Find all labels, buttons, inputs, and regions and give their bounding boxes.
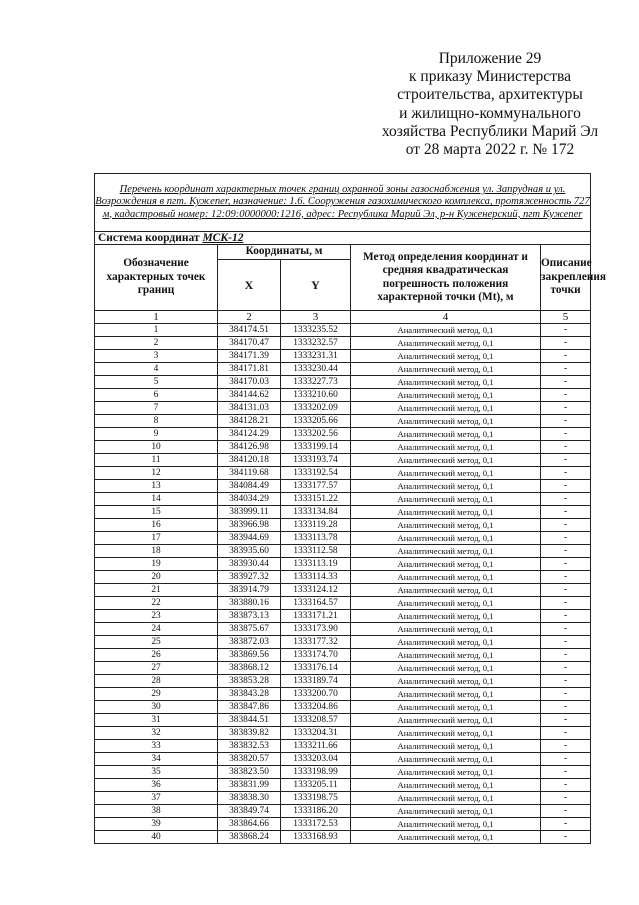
x-coordinate-cell: 384128.21	[218, 415, 281, 428]
x-coordinate-cell: 384170.47	[218, 337, 281, 350]
point-number-cell: 14	[95, 493, 218, 506]
table-row	[95, 662, 591, 675]
point-number-cell: 10	[95, 441, 218, 454]
fixation-cell: -	[541, 675, 591, 688]
y-coordinate-cell: 1333205.66	[281, 415, 351, 428]
col-header-y: Y	[281, 260, 351, 311]
table-row	[95, 415, 591, 428]
x-coordinate-cell: 384131.03	[218, 402, 281, 415]
x-coordinate-cell: 383873.13	[218, 610, 281, 623]
appendix-header	[360, 50, 620, 159]
y-coordinate-cell: 1333113.19	[281, 558, 351, 571]
table-row	[95, 493, 591, 506]
y-coordinate-cell: 1333192.54	[281, 467, 351, 480]
fixation-cell: -	[541, 467, 591, 480]
y-coordinate-cell: 1333164.57	[281, 597, 351, 610]
point-number-cell: 21	[95, 584, 218, 597]
fixation-cell: -	[541, 363, 591, 376]
header-line: строительства, архитектуры	[397, 86, 583, 104]
fixation-cell: -	[541, 571, 591, 584]
table-row	[95, 766, 591, 779]
method-cell: Аналитический метод, 0,1	[351, 792, 541, 805]
method-cell: Аналитический метод, 0,1	[351, 441, 541, 454]
fixation-cell: -	[541, 324, 591, 337]
method-cell: Аналитический метод, 0,1	[351, 350, 541, 363]
method-cell: Аналитический метод, 0,1	[351, 623, 541, 636]
fixation-cell: -	[541, 597, 591, 610]
table-row	[95, 454, 591, 467]
table-row	[95, 480, 591, 493]
table-row	[95, 597, 591, 610]
method-cell: Аналитический метод, 0,1	[351, 675, 541, 688]
y-coordinate-cell: 1333177.57	[281, 480, 351, 493]
fixation-cell: -	[541, 662, 591, 675]
fixation-cell: -	[541, 753, 591, 766]
table-row	[95, 740, 591, 753]
fixation-cell: -	[541, 389, 591, 402]
x-coordinate-cell: 384126.98	[218, 441, 281, 454]
x-coordinate-cell: 383914.79	[218, 584, 281, 597]
y-coordinate-cell: 1333231.31	[281, 350, 351, 363]
table-row	[95, 467, 591, 480]
method-cell: Аналитический метод, 0,1	[351, 584, 541, 597]
method-cell: Аналитический метод, 0,1	[351, 337, 541, 350]
x-coordinate-cell: 384124.29	[218, 428, 281, 441]
x-coordinate-cell: 383853.28	[218, 675, 281, 688]
method-cell: Аналитический метод, 0,1	[351, 688, 541, 701]
table-row	[95, 727, 591, 740]
fixation-cell: -	[541, 805, 591, 818]
y-coordinate-cell: 1333198.99	[281, 766, 351, 779]
method-cell: Аналитический метод, 0,1	[351, 363, 541, 376]
y-coordinate-cell: 1333199.14	[281, 441, 351, 454]
fixation-cell: -	[541, 766, 591, 779]
y-coordinate-cell: 1333230.44	[281, 363, 351, 376]
method-cell: Аналитический метод, 0,1	[351, 597, 541, 610]
x-coordinate-cell: 383820.57	[218, 753, 281, 766]
fixation-cell: -	[541, 714, 591, 727]
method-cell: Аналитический метод, 0,1	[351, 428, 541, 441]
y-coordinate-cell: 1333200.70	[281, 688, 351, 701]
column-number: 3	[281, 311, 351, 324]
column-number: 2	[218, 311, 281, 324]
x-coordinate-cell: 384119.68	[218, 467, 281, 480]
point-number-cell: 7	[95, 402, 218, 415]
fixation-cell: -	[541, 350, 591, 363]
table-row	[95, 831, 591, 844]
fixation-cell: -	[541, 831, 591, 844]
point-number-cell: 36	[95, 779, 218, 792]
x-coordinate-cell: 384170.03	[218, 376, 281, 389]
table-row	[95, 350, 591, 363]
table-row	[95, 779, 591, 792]
table-row	[95, 402, 591, 415]
y-coordinate-cell: 1333204.31	[281, 727, 351, 740]
point-number-cell: 32	[95, 727, 218, 740]
fixation-cell: -	[541, 740, 591, 753]
fixation-cell: -	[541, 441, 591, 454]
x-coordinate-cell: 383847.86	[218, 701, 281, 714]
method-cell: Аналитический метод, 0,1	[351, 480, 541, 493]
method-cell: Аналитический метод, 0,1	[351, 402, 541, 415]
table-title: Перечень координат характерных точек границ охранной зоны газоснабжения ул. Запрудная и ул. Возрождения в пгт. Кужener, назначение: 1.6. Сооружения газохимического комплекса, протяженность 727 м, кадастровый номер: 12:09:0000000:1216, адрес: Республика Марий Эл, р-н Куженерский, пгт Кужener	[95, 174, 591, 232]
point-number-cell: 5	[95, 376, 218, 389]
fixation-cell: -	[541, 415, 591, 428]
fixation-cell: -	[541, 506, 591, 519]
method-cell: Аналитический метод, 0,1	[351, 740, 541, 753]
header-line: хозяйства Республики Марий Эл	[381, 122, 599, 140]
table-row	[95, 532, 591, 545]
x-coordinate-cell: 383823.50	[218, 766, 281, 779]
point-number-cell: 38	[95, 805, 218, 818]
y-coordinate-cell: 1333208.57	[281, 714, 351, 727]
y-coordinate-cell: 1333189.74	[281, 675, 351, 688]
y-coordinate-cell: 1333171.21	[281, 610, 351, 623]
col-header-x: X	[218, 260, 281, 311]
table-row	[95, 675, 591, 688]
fixation-cell: -	[541, 623, 591, 636]
point-number-cell: 16	[95, 519, 218, 532]
col-header-method: Метод определения координат и средняя квадратическая погрешность положения характерной точки (Мt), м	[351, 245, 541, 311]
x-coordinate-cell: 383868.24	[218, 831, 281, 844]
y-coordinate-cell: 1333114.33	[281, 571, 351, 584]
method-cell: Аналитический метод, 0,1	[351, 662, 541, 675]
x-coordinate-cell: 383872.03	[218, 636, 281, 649]
method-cell: Аналитический метод, 0,1	[351, 779, 541, 792]
table-row	[95, 688, 591, 701]
point-number-cell: 22	[95, 597, 218, 610]
y-coordinate-cell: 1333176.14	[281, 662, 351, 675]
y-coordinate-cell: 1333205.11	[281, 779, 351, 792]
table-row	[95, 649, 591, 662]
y-coordinate-cell: 1333112.58	[281, 545, 351, 558]
y-coordinate-cell: 1333202.56	[281, 428, 351, 441]
x-coordinate-cell: 383935.60	[218, 545, 281, 558]
method-cell: Аналитический метод, 0,1	[351, 519, 541, 532]
point-number-cell: 17	[95, 532, 218, 545]
fixation-cell: -	[541, 649, 591, 662]
col-header-fix: Описание закрепления точки	[541, 245, 591, 311]
method-cell: Аналитический метод, 0,1	[351, 545, 541, 558]
method-cell: Аналитический метод, 0,1	[351, 415, 541, 428]
y-coordinate-cell: 1333177.32	[281, 636, 351, 649]
point-number-cell: 23	[95, 610, 218, 623]
y-coordinate-cell: 1333119.28	[281, 519, 351, 532]
table-row	[95, 571, 591, 584]
point-number-cell: 12	[95, 467, 218, 480]
fixation-cell: -	[541, 532, 591, 545]
point-number-cell: 6	[95, 389, 218, 402]
fixation-cell: -	[541, 376, 591, 389]
x-coordinate-cell: 383880.16	[218, 597, 281, 610]
point-number-cell: 39	[95, 818, 218, 831]
x-coordinate-cell: 383832.53	[218, 740, 281, 753]
point-number-cell: 3	[95, 350, 218, 363]
method-cell: Аналитический метод, 0,1	[351, 324, 541, 337]
table-row	[95, 428, 591, 441]
coordinate-system-row	[95, 232, 591, 245]
table-row	[95, 363, 591, 376]
fixation-cell: -	[541, 610, 591, 623]
fixation-cell: -	[541, 818, 591, 831]
y-coordinate-cell: 1333235.52	[281, 324, 351, 337]
column-number: 5	[541, 311, 591, 324]
table-row	[95, 545, 591, 558]
point-number-cell: 29	[95, 688, 218, 701]
y-coordinate-cell: 1333227.73	[281, 376, 351, 389]
fixation-cell: -	[541, 584, 591, 597]
y-coordinate-cell: 1333172.53	[281, 818, 351, 831]
fixation-cell: -	[541, 493, 591, 506]
method-cell: Аналитический метод, 0,1	[351, 467, 541, 480]
x-coordinate-cell: 384171.81	[218, 363, 281, 376]
x-coordinate-cell: 383864.66	[218, 818, 281, 831]
coordinates-table	[94, 173, 606, 844]
y-coordinate-cell: 1333168.93	[281, 831, 351, 844]
table-row	[95, 636, 591, 649]
fixation-cell: -	[541, 688, 591, 701]
header-line: к приказу Министерства	[409, 68, 571, 86]
fixation-cell: -	[541, 701, 591, 714]
y-coordinate-cell: 1333210.60	[281, 389, 351, 402]
point-number-cell: 37	[95, 792, 218, 805]
fixation-cell: -	[541, 337, 591, 350]
point-number-cell: 27	[95, 662, 218, 675]
y-coordinate-cell: 1333198.75	[281, 792, 351, 805]
header-line: от 28 марта 2022 г. № 172	[405, 141, 575, 159]
y-coordinate-cell: 1333113.78	[281, 532, 351, 545]
table-row	[95, 753, 591, 766]
table-row	[95, 389, 591, 402]
y-coordinate-cell: 1333186.20	[281, 805, 351, 818]
table-row	[95, 805, 591, 818]
table-body	[95, 324, 591, 844]
point-number-cell: 11	[95, 454, 218, 467]
point-number-cell: 25	[95, 636, 218, 649]
x-coordinate-cell: 383875.67	[218, 623, 281, 636]
x-coordinate-cell: 384084.49	[218, 480, 281, 493]
point-number-cell: 33	[95, 740, 218, 753]
x-coordinate-cell: 384120.18	[218, 454, 281, 467]
method-cell: Аналитический метод, 0,1	[351, 389, 541, 402]
point-number-cell: 2	[95, 337, 218, 350]
table-row	[95, 324, 591, 337]
point-number-cell: 40	[95, 831, 218, 844]
x-coordinate-cell: 383849.74	[218, 805, 281, 818]
table-row	[95, 519, 591, 532]
table-row	[95, 792, 591, 805]
y-coordinate-cell: 1333193.74	[281, 454, 351, 467]
y-coordinate-cell: 1333174.70	[281, 649, 351, 662]
x-coordinate-cell: 383831.99	[218, 779, 281, 792]
x-coordinate-cell: 384171.39	[218, 350, 281, 363]
header-line: и жилищно-коммунального	[399, 104, 581, 122]
method-cell: Аналитический метод, 0,1	[351, 376, 541, 389]
coordinate-system-value: МСК-12	[202, 232, 244, 244]
method-cell: Аналитический метод, 0,1	[351, 558, 541, 571]
fixation-cell: -	[541, 558, 591, 571]
table-row	[95, 337, 591, 350]
fixation-cell: -	[541, 792, 591, 805]
point-number-cell: 8	[95, 415, 218, 428]
x-coordinate-cell: 383869.56	[218, 649, 281, 662]
point-number-cell: 28	[95, 675, 218, 688]
table-row	[95, 558, 591, 571]
fixation-cell: -	[541, 402, 591, 415]
table-row	[95, 714, 591, 727]
y-coordinate-cell: 1333173.90	[281, 623, 351, 636]
point-number-cell: 1	[95, 324, 218, 337]
method-cell: Аналитический метод, 0,1	[351, 818, 541, 831]
fixation-cell: -	[541, 727, 591, 740]
fixation-cell: -	[541, 545, 591, 558]
y-coordinate-cell: 1333232.57	[281, 337, 351, 350]
point-number-cell: 18	[95, 545, 218, 558]
col-header-point: Обозначение характерных точек границ	[95, 245, 218, 311]
x-coordinate-cell: 384034.29	[218, 493, 281, 506]
y-coordinate-cell: 1333134.84	[281, 506, 351, 519]
table-row	[95, 610, 591, 623]
method-cell: Аналитический метод, 0,1	[351, 506, 541, 519]
fixation-cell: -	[541, 519, 591, 532]
point-number-cell: 30	[95, 701, 218, 714]
method-cell: Аналитический метод, 0,1	[351, 636, 541, 649]
method-cell: Аналитический метод, 0,1	[351, 766, 541, 779]
column-number: 1	[95, 311, 218, 324]
y-coordinate-cell: 1333203.04	[281, 753, 351, 766]
point-number-cell: 9	[95, 428, 218, 441]
table-row	[95, 584, 591, 597]
column-number: 4	[351, 311, 541, 324]
x-coordinate-cell: 383927.32	[218, 571, 281, 584]
fixation-cell: -	[541, 480, 591, 493]
point-number-cell: 13	[95, 480, 218, 493]
fixation-cell: -	[541, 428, 591, 441]
method-cell: Аналитический метод, 0,1	[351, 701, 541, 714]
x-coordinate-cell: 383838.30	[218, 792, 281, 805]
point-number-cell: 19	[95, 558, 218, 571]
method-cell: Аналитический метод, 0,1	[351, 571, 541, 584]
coordinate-system-label: Система координат	[98, 232, 200, 244]
fixation-cell: -	[541, 636, 591, 649]
point-number-cell: 26	[95, 649, 218, 662]
point-number-cell: 31	[95, 714, 218, 727]
table-row	[95, 441, 591, 454]
method-cell: Аналитический метод, 0,1	[351, 493, 541, 506]
x-coordinate-cell: 384144.62	[218, 389, 281, 402]
method-cell: Аналитический метод, 0,1	[351, 753, 541, 766]
y-coordinate-cell: 1333204.86	[281, 701, 351, 714]
method-cell: Аналитический метод, 0,1	[351, 727, 541, 740]
fixation-cell: -	[541, 454, 591, 467]
point-number-cell: 4	[95, 363, 218, 376]
table-row	[95, 376, 591, 389]
point-number-cell: 20	[95, 571, 218, 584]
x-coordinate-cell: 383999.11	[218, 506, 281, 519]
method-cell: Аналитический метод, 0,1	[351, 831, 541, 844]
y-coordinate-cell: 1333151.22	[281, 493, 351, 506]
x-coordinate-cell: 383844.51	[218, 714, 281, 727]
method-cell: Аналитический метод, 0,1	[351, 649, 541, 662]
x-coordinate-cell: 383966.98	[218, 519, 281, 532]
x-coordinate-cell: 384174.51	[218, 324, 281, 337]
x-coordinate-cell: 383839.82	[218, 727, 281, 740]
y-coordinate-cell: 1333202.09	[281, 402, 351, 415]
header-line: Приложение 29	[438, 50, 542, 67]
fixation-cell: -	[541, 779, 591, 792]
col-header-coords: Координаты, м	[218, 245, 351, 260]
method-cell: Аналитический метод, 0,1	[351, 532, 541, 545]
method-cell: Аналитический метод, 0,1	[351, 610, 541, 623]
y-coordinate-cell: 1333124.12	[281, 584, 351, 597]
table-row	[95, 623, 591, 636]
table-row	[95, 506, 591, 519]
table-row	[95, 701, 591, 714]
method-cell: Аналитический метод, 0,1	[351, 805, 541, 818]
point-number-cell: 15	[95, 506, 218, 519]
method-cell: Аналитический метод, 0,1	[351, 454, 541, 467]
point-number-cell: 34	[95, 753, 218, 766]
y-coordinate-cell: 1333211.66	[281, 740, 351, 753]
column-number-row	[95, 311, 591, 324]
x-coordinate-cell: 383843.28	[218, 688, 281, 701]
table-row	[95, 818, 591, 831]
point-number-cell: 24	[95, 623, 218, 636]
method-cell: Аналитический метод, 0,1	[351, 714, 541, 727]
x-coordinate-cell: 383944.69	[218, 532, 281, 545]
x-coordinate-cell: 383930.44	[218, 558, 281, 571]
x-coordinate-cell: 383868.12	[218, 662, 281, 675]
point-number-cell: 35	[95, 766, 218, 779]
